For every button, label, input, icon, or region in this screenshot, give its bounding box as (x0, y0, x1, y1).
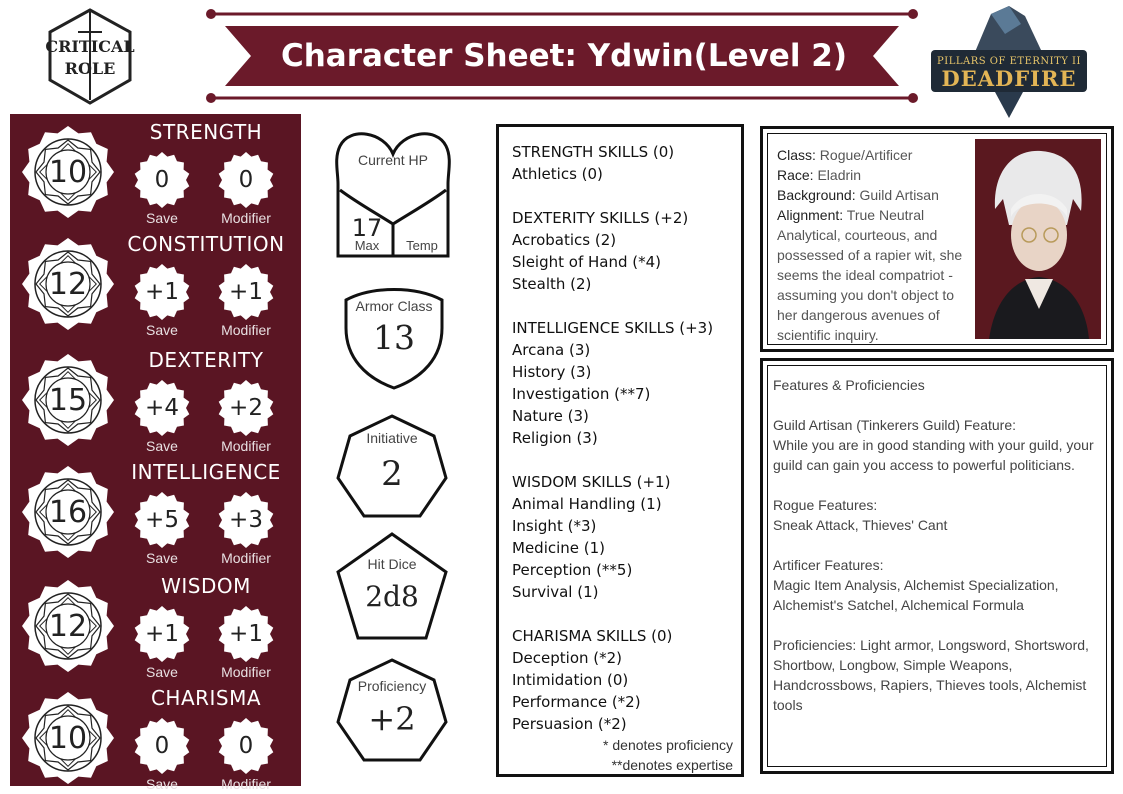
ability-wisdom (10, 574, 301, 684)
ability-name: INTELLIGENCE (131, 460, 281, 484)
ability-intelligence (10, 460, 301, 570)
save-label: Save (146, 550, 178, 566)
save-value: +1 (145, 621, 179, 647)
skills-box (496, 124, 744, 777)
modifier-value: +3 (229, 507, 263, 533)
hp-label: Current HP (357, 152, 429, 168)
hp-temp-label: Temp (406, 238, 438, 253)
skill-item: Religion (3) (512, 429, 598, 447)
feature-line: Guild Artisan (Tinkerers Guild) Feature: (773, 417, 1017, 433)
skill-item: Acrobatics (2) (512, 231, 617, 249)
modifier-value: +1 (229, 621, 263, 647)
ability-dexterity (10, 348, 301, 458)
skill-group (512, 317, 741, 449)
save-label: Save (146, 322, 178, 338)
skill-group-header: INTELLIGENCE SKILLS (+3) (512, 319, 714, 337)
ability-score: 12 (48, 266, 88, 302)
ability-score: 12 (48, 608, 88, 644)
save-label: Save (146, 664, 178, 680)
skill-group-header: CHARISMA SKILLS (0) (512, 627, 673, 645)
skill-item: Persuasion (*2) (512, 715, 627, 733)
modifier-label: Modifier (221, 438, 271, 454)
ability-name: DEXTERITY (148, 348, 264, 372)
background-value: Guild Artisan (859, 187, 939, 203)
skill-item: Medicine (1) (512, 539, 606, 557)
skill-item: History (3) (512, 363, 592, 381)
modifier-value: +1 (229, 279, 263, 305)
save-value: 0 (154, 167, 170, 193)
page-title: Character Sheet: Ydwin(Level 2) (280, 38, 847, 74)
expertise-note: **denotes expertise (611, 757, 733, 773)
race-value: Eladrin (817, 167, 862, 183)
hp-max-value: 17 (351, 214, 383, 242)
feature-line: While you are in good standing with your guild, your guild can gain you access to powerful politicians. (773, 437, 1094, 473)
skill-group (512, 141, 741, 185)
ability-constitution (10, 232, 301, 342)
save-value: +1 (145, 279, 179, 305)
save-label: Save (146, 438, 178, 454)
feature-line: Artificer Features: (773, 557, 884, 573)
ability-strength (10, 120, 301, 230)
ability-scores-panel (10, 114, 301, 792)
proficiency-label: Proficiency (357, 678, 427, 694)
features-title: Features & Proficiencies (773, 377, 925, 393)
skill-item: Stealth (2) (512, 275, 592, 293)
alignment-label: Alignment: (777, 207, 844, 223)
skill-group-header: DEXTERITY SKILLS (+2) (512, 209, 689, 227)
modifier-label: Modifier (221, 776, 271, 792)
skill-group-header: WISDOM SKILLS (+1) (512, 473, 671, 491)
skill-item: Perception (**5) (512, 561, 633, 579)
character-bio-box (760, 126, 1114, 352)
ability-name: STRENGTH (149, 120, 263, 144)
save-value: 0 (154, 733, 170, 759)
character-portrait (975, 139, 1101, 339)
proficiency-value: +2 (368, 700, 416, 738)
feature-line: Magic Item Analysis, Alchemist Specialization, Alchemist's Satchel, Alchemical Formula (773, 577, 1059, 613)
character-description: Analytical, courteous, and possessed of a rapier wit, she seems the ideal compatriot - assuming you don't object to her dangerous avenues of scientific inquiry. (777, 227, 963, 343)
skill-item: Sleight of Hand (*4) (512, 253, 662, 271)
ability-name: CHARISMA (150, 686, 262, 710)
save-label: Save (146, 776, 178, 792)
modifier-value: +2 (229, 395, 263, 421)
skill-item: Performance (*2) (512, 693, 641, 711)
skill-item: Investigation (**7) (512, 385, 651, 403)
skill-group (512, 207, 741, 295)
modifier-label: Modifier (221, 210, 271, 226)
hit-dice-label: Hit Dice (367, 556, 417, 572)
skill-item: Athletics (0) (512, 165, 603, 183)
armor-class-value: 13 (373, 318, 415, 357)
race-label: Race: (777, 167, 814, 183)
save-label: Save (146, 210, 178, 226)
feature-paragraph (773, 495, 1107, 535)
armor-class-label: Armor Class (355, 298, 433, 314)
svg-text:CRITICAL: CRITICAL (45, 37, 135, 56)
features-box (760, 358, 1114, 774)
skill-group (512, 471, 741, 603)
hp-max-label: Max (354, 238, 380, 253)
ability-name: CONSTITUTION (127, 232, 285, 256)
skill-group-header: STRENGTH SKILLS (0) (512, 143, 675, 161)
svg-text:ROLE: ROLE (64, 59, 116, 78)
save-value: +5 (145, 507, 179, 533)
skill-item: Animal Handling (1) (512, 495, 662, 513)
ability-name: WISDOM (161, 574, 251, 598)
skill-item: Intimidation (0) (512, 671, 629, 689)
ability-score: 10 (48, 154, 88, 190)
alignment-value: True Neutral (846, 207, 925, 223)
skill-item: Nature (3) (512, 407, 589, 425)
feature-line: Sneak Attack, Thieves' Cant (773, 517, 948, 533)
skill-item: Insight (*3) (512, 517, 597, 535)
class-value: Rogue/Artificer (819, 147, 913, 163)
proficiency-note: * denotes proficiency (603, 737, 733, 753)
class-label: Class: (777, 147, 816, 163)
modifier-value: 0 (238, 733, 254, 759)
ability-score: 16 (48, 494, 88, 530)
skill-item: Deception (*2) (512, 649, 623, 667)
skill-group (512, 625, 741, 735)
critical-role-logo (44, 8, 136, 106)
modifier-label: Modifier (221, 664, 271, 680)
initiative-label: Initiative (366, 430, 418, 446)
ability-score: 10 (48, 720, 88, 756)
modifier-label: Modifier (221, 322, 271, 338)
skill-item: Survival (1) (512, 583, 599, 601)
ability-charisma (10, 686, 301, 794)
feature-paragraph (773, 415, 1107, 475)
ability-score: 15 (48, 382, 88, 418)
feature-line: Proficiencies: Light armor, Longsword, Shortsword, Shortbow, Longbow, Simple Weapons, Handcrossbows, Rapiers, Thieves tools, Alchemist tools (773, 637, 1089, 713)
modifier-label: Modifier (221, 550, 271, 566)
feature-paragraph (773, 635, 1107, 715)
initiative-value: 2 (381, 454, 403, 494)
modifier-value: 0 (238, 167, 254, 193)
pillars-deadfire-logo: PILLARS OF ETERNITY II DEADFIRE (925, 4, 1093, 120)
skill-item: Arcana (3) (512, 341, 591, 359)
save-value: +4 (145, 395, 179, 421)
bio-text (777, 145, 975, 345)
background-label: Background: (777, 187, 856, 203)
feature-paragraph (773, 555, 1107, 615)
hit-dice-value: 2d8 (365, 580, 419, 613)
feature-line: Rogue Features: (773, 497, 878, 513)
